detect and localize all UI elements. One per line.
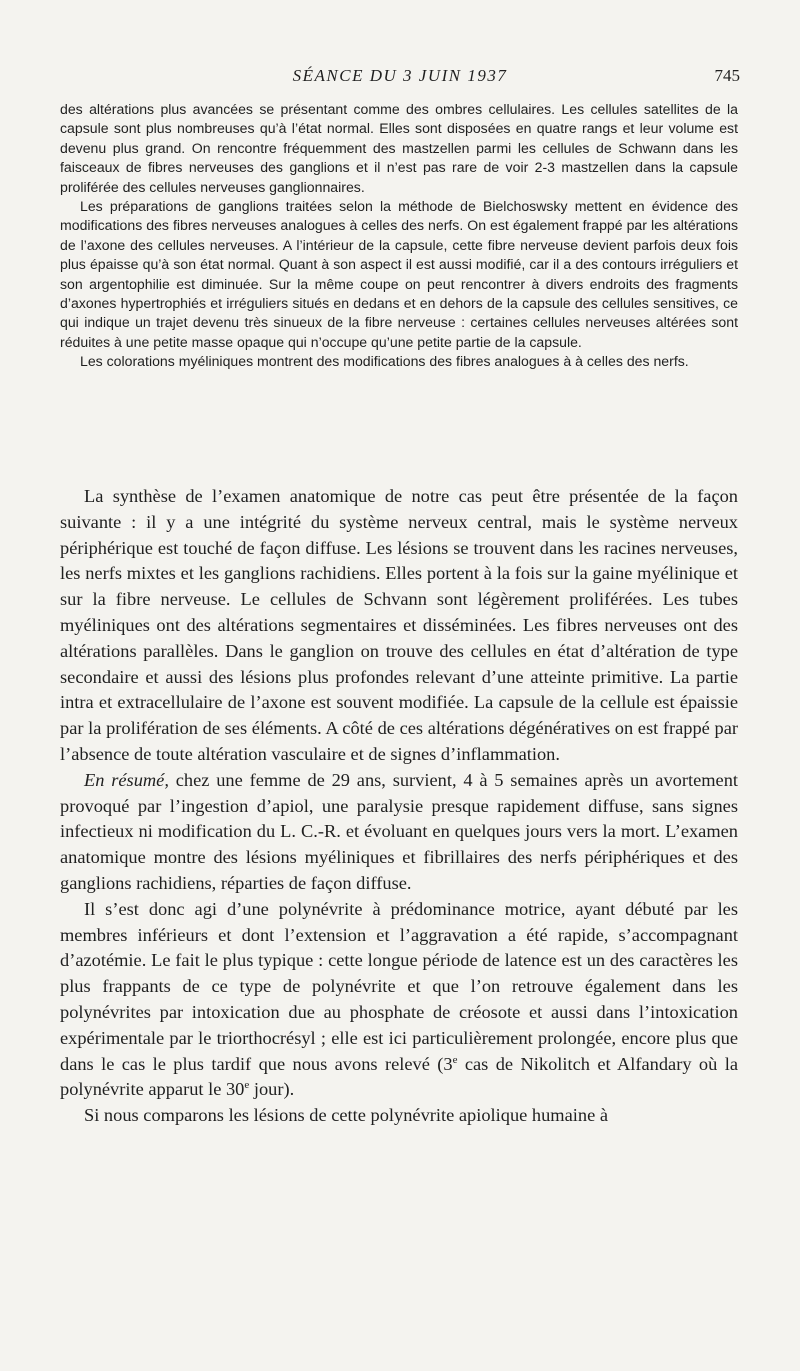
synthesis-paragraph: La synthèse de l’examen anatomique de notre cas peut être présentée de la façon suivante : il y a une intégrité du système nerveux central, mais le système nerveux périphérique est touché de façon diffuse. Les lésions se trouvent dans les racines nerveuses, les nerfs mixtes et les ganglions rachidiens. Elles portent à la fois sur la gaine myélinique et sur la fibre nerveuse. Le cellules de Schvann sont légèrement proliférées. Les tubes myéliniques ont des altérations segmentaires et disséminées. Les fibres nerveuses ont des altérations parallèles. Dans le ganglion on trouve des cellules en état d’altération de type secondaire et aussi des lésions plus profondes relevant d’une atteinte primitive. La partie intra et extracellulaire de l’axone est souvent modifiée. La capsule de la cellule est épaissie par la prolifération de ses éléments. A côté de ces altérations dégénératives on est frappé par l’absence de toute altération vasculaire et de signes d’inflammation. <box>60 486 738 764</box>
conclusion-text-a: Il s’est donc agi d’une polynévrite à prédominance motrice, ayant débuté par les membres inférieurs et dont l’extension et l’aggravation a été rapide, s’accompagnant d’azotémie. Le fait le plus typique : cette longue période de latence est un des caractères les plus frappants de ce type de polynévrite et que l’on retrouve également dans les polynévrites par intoxication due au phosphate de créosote et aussi dans l’intoxication expérimentale par le triorthocrésyl ; elle est ici particulièrement prolongée, encore plus que dans le cas le plus tardif que nous avons relevé (3 <box>60 898 738 1074</box>
comparison-paragraph: Si nous comparons les lésions de cette polynévrite apiolique humaine à <box>84 1105 609 1126</box>
main-text-section <box>60 484 738 1129</box>
running-head <box>60 64 740 88</box>
summary-lead: En résumé, <box>84 769 169 790</box>
summary-body: chez une femme de 29 ans, survient, 4 à 5 semaines après un avortement provoqué par l’ingestion d’apiol, une paralysie presque rapidement diffuse, sans signes infectieux ni modification du L. C.-R. et évoluant en quelques jours vers la mort. L’examen anatomique montre des lésions myéliniques et fibrillaires des nerfs périphériques et des ganglions rachidiens, réparties de façon diffuse. <box>60 769 739 893</box>
superscript-e: e <box>452 1053 458 1066</box>
conclusion-text-b: cas de Nikolitch et Alfandary où la polynévrite apparut le 30 <box>60 1053 738 1100</box>
summary-paragraph <box>60 768 738 897</box>
small-print-section <box>60 100 738 372</box>
small-paragraph: Les préparations de ganglions traitées selon la méthode de Bielchoswsky mettent en évidence des modifications des fibres nerveuses analogues à celles des nerfs. On est également frappé par les altérations de l’axone des cellules nerveuses. A l’intérieur de la capsule, cette fibre nerveuse devient parfois deux fois plus épaisse qu’à son état normal. Quant à son aspect il est aussi modifié, car il a des contours irréguliers et son argentophilie est diminuée. Sur la même coupe on peut rencontrer à divers endroits des fragments d’axones hypertrophiés et irréguliers situés en dedans et en dehors de la capsule des cellules sensitives, ce qui indique un trajet devenu très sinueux de la fibre nerveuse : certaines cellules nerveuses altérées sont réduites à une petite masse opaque qui n’occupe qu’une petite partie de la capsule. <box>60 198 738 350</box>
conclusion-text-c: jour). <box>249 1079 295 1100</box>
small-paragraph: Les colorations myéliniques montrent des modifications des fibres analogues à à celles des nerfs. <box>80 353 689 370</box>
page-number: 745 <box>714 66 740 85</box>
conclusion-paragraph <box>60 897 738 1103</box>
running-title: SÉANCE DU 3 JUIN 1937 <box>292 66 508 85</box>
small-paragraph: des altérations plus avancées se présentant comme des ombres cellulaires. Les cellules satellites de la capsule sont plus nombreuses qu’à l’état normal. Elles sont disposées en quatre rangs et leur volume est devenu plus grand. On rencontre fréquemment des mastzellen parmi les cellules de Schwann dans les faisceaux de fibres nerveuses des ganglions et il n’est pas rare de voir 2-3 mastzellen dans la capsule proliférée des cellules nerveuses ganglionnaires. <box>60 101 738 195</box>
superscript-e: e <box>244 1079 250 1092</box>
